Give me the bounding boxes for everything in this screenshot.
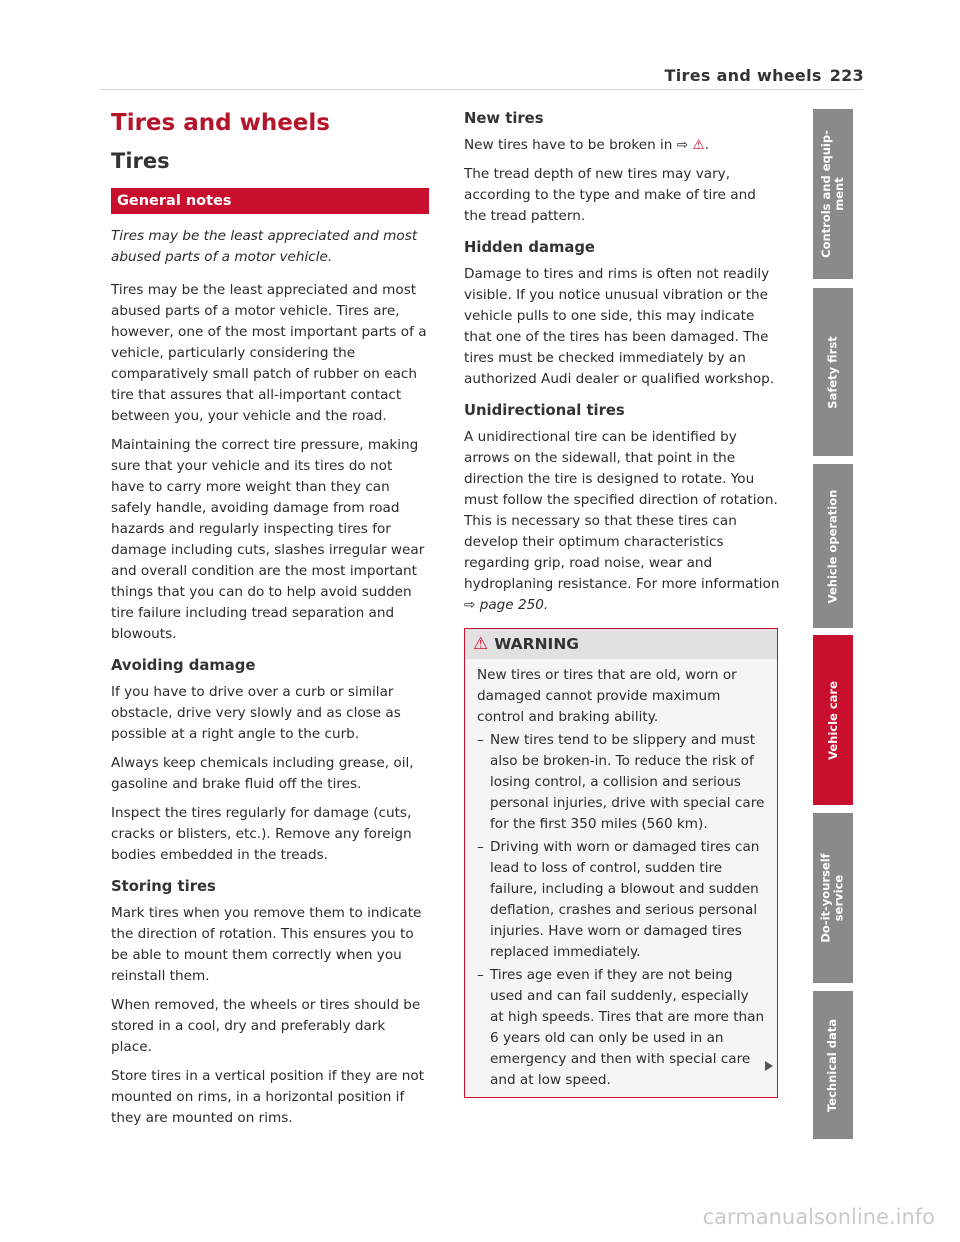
running-header <box>464 66 864 88</box>
paragraph: Damage to tires and rims is often not readily visible. If you notice unusual vibration or the vehicle pulls to one side, this may indicate that one of the tires has been damaged. The tires must be checked immediately by an authorized Audi dealer or qualified workshop. <box>464 266 775 387</box>
paragraph: Maintaining the correct tire pressure, making sure that your vehicle and its tires do not have to carry more weight than they can safely handle, avoiding damage from road hazards and regularly inspecting tires for damage including cuts, slashes irregular wear and overall condition are the most important things that you can do to help avoid sudden tire failure including tread separation and blowouts. <box>111 437 425 642</box>
tab-controls-and-equipment[interactable]: Controls and equip- ment <box>813 109 853 279</box>
page-number: 223 <box>829 66 864 85</box>
paragraph: New tires have to be broken in ⇨ ⚠. <box>464 135 782 156</box>
heading-avoiding-damage: Avoiding damage <box>111 657 256 674</box>
tab-do-it-yourself-service[interactable]: Do-it-yourself service <box>813 813 853 983</box>
topic-bar: General notes <box>111 188 429 214</box>
warning-title: WARNING <box>494 635 580 653</box>
heading-hidden-damage: Hidden damage <box>464 239 595 256</box>
intro-text: Tires may be the least appreciated and most abused parts of a motor vehicle. <box>111 228 418 265</box>
warning-triangle-icon: ⚠ <box>473 634 489 654</box>
tab-vehicle-operation[interactable]: Vehicle operation <box>813 464 853 628</box>
header-section-title: Tires and wheels <box>664 66 822 85</box>
paragraph: Store tires in a vertical position if they are not mounted on rims, in a horizontal position if they are mounted on rims. <box>111 1068 425 1126</box>
paragraph: Mark tires when you remove them to indicate the direction of rotation. This ensures you to be able to mount them correctly when you reinstall them. <box>111 905 422 984</box>
paragraph: A unidirectional tire can be identified by arrows on the sidewall, that point in the direction the tire is designed to rotate. You must follow the specified direction of rotation. This is necessary so that these tires can develop their optimum characteristics regarding grip, road noise, wear and hydroplaning resistance. For more information ⇨ page 250. <box>464 429 780 613</box>
paragraph: Tires may be the least appreciated and most abused parts of a motor vehicle. Tires are, however, one of the most important parts of a vehicle, particularly considering the comparatively small patch of rubber on each tire that assures that all-important contact between you, your vehicle and the road. <box>111 282 427 424</box>
arrow-right-icon: ⇨ <box>676 137 689 153</box>
tab-vehicle-care[interactable]: Vehicle care <box>813 635 853 805</box>
tab-technical-data[interactable]: Technical data <box>813 991 853 1139</box>
paragraph: If you have to drive over a curb or similar obstacle, drive very slowly and as close as possible at a right angle to the curb. <box>111 684 401 742</box>
site-watermark: carmanualsonline.info <box>702 1205 935 1229</box>
header-rule <box>100 89 863 90</box>
warning-item: – Driving with worn or damaged tires can lead to loss of control, sudden tire failure, including a blowout and sudden deflation, crashes and serious personal injuries. Have worn or damaged tires replaced immediately. <box>477 837 765 963</box>
paragraph: The tread depth of new tires may vary, according to the type and make of tire and the tread pattern. <box>464 166 756 224</box>
warning-header <box>465 629 777 659</box>
warning-body <box>465 659 777 1091</box>
warning-triangle-icon: ⚠ <box>692 137 705 153</box>
section-title: Tires <box>111 149 170 173</box>
left-column <box>111 108 429 1137</box>
continue-arrow-icon <box>765 1061 773 1071</box>
warning-item: – New tires tend to be slippery and must also be broken-in. To reduce the risk of losing control, a collision and serious personal injuries, drive with special care for the first 350 miles (560 km). <box>477 730 765 835</box>
paragraph: Inspect the tires regularly for damage (cuts, cracks or blisters, etc.). Remove any foreign bodies embedded in the treads. <box>111 805 412 863</box>
warning-list <box>477 730 765 1091</box>
paragraph: Always keep chemicals including grease, oil, gasoline and brake fluid off the tires. <box>111 755 414 792</box>
chapter-title: Tires and wheels <box>111 110 330 136</box>
heading-unidirectional-tires: Unidirectional tires <box>464 402 625 419</box>
warning-intro: New tires or tires that are old, worn or damaged cannot provide maximum control and braking ability. <box>477 667 737 725</box>
warning-box <box>464 628 778 1098</box>
page-reference-link[interactable]: ⇨ page 250. <box>464 597 549 613</box>
warning-item: – Tires age even if they are not being used and can fail suddenly, especially at high speeds. Tires that are more than 6 years old can only be used in an emergency and then with special care and at low speed. <box>477 965 765 1091</box>
heading-storing-tires: Storing tires <box>111 878 216 895</box>
tab-safety-first[interactable]: Safety first <box>813 288 853 456</box>
right-column <box>464 108 782 1098</box>
paragraph: When removed, the wheels or tires should be stored in a cool, dry and preferably dark place. <box>111 997 421 1055</box>
heading-new-tires: New tires <box>464 110 544 127</box>
